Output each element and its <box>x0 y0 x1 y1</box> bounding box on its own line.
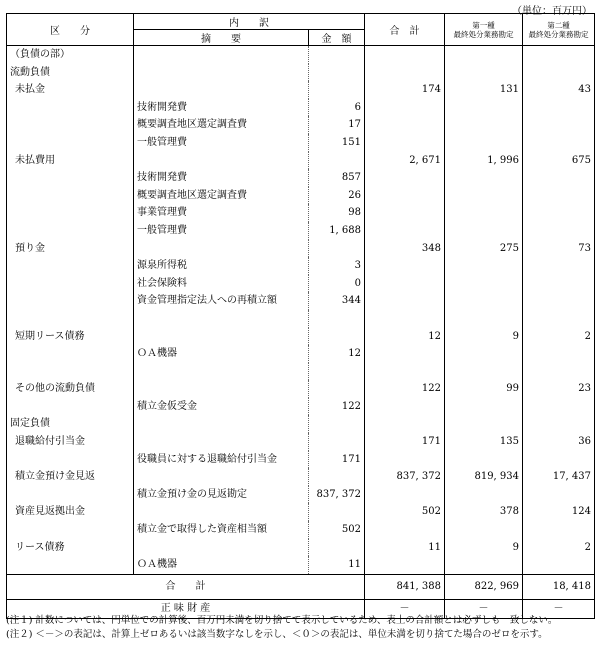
table-row <box>7 539 595 557</box>
total-cell <box>365 415 445 433</box>
first-cell <box>445 257 523 275</box>
table-row <box>7 116 595 134</box>
amount-cell <box>309 64 365 82</box>
first-cell <box>445 363 523 381</box>
summary-cell: 役職員に対する退職給付引当金 <box>134 451 309 469</box>
first-cell <box>445 169 523 187</box>
first-cell <box>445 398 523 416</box>
amount-cell <box>309 468 365 486</box>
second-cell <box>523 363 595 381</box>
second-cell: 675 <box>523 152 595 170</box>
second-cell <box>523 257 595 275</box>
table-row <box>7 380 595 398</box>
table-row <box>7 222 595 240</box>
total-first: 822, 969 <box>445 574 523 599</box>
first-cell <box>445 292 523 310</box>
summary-cell <box>134 328 309 346</box>
table-row <box>7 64 595 82</box>
second-cell <box>523 187 595 205</box>
category-cell: 固定負債 <box>7 415 134 433</box>
summary-cell <box>134 46 309 64</box>
total-cell <box>365 187 445 205</box>
total-cell: 12 <box>365 328 445 346</box>
first-cell <box>445 99 523 117</box>
first-cell <box>445 521 523 539</box>
header-amount: 金 額 <box>309 30 365 46</box>
first-cell <box>445 415 523 433</box>
total-cell <box>365 451 445 469</box>
total-cell <box>365 486 445 504</box>
table-row <box>7 240 595 258</box>
header-second: 第二種 最終処分業務勘定 <box>523 14 595 46</box>
net-second: － <box>523 599 595 618</box>
second-cell: 2 <box>523 539 595 557</box>
amount-cell: 171 <box>309 451 365 469</box>
amount-cell: 98 <box>309 204 365 222</box>
net-total: － <box>365 599 445 618</box>
second-cell <box>523 521 595 539</box>
amount-cell: 502 <box>309 521 365 539</box>
total-cell: 174 <box>365 81 445 99</box>
category-cell: 未払費用 <box>7 152 134 170</box>
summary-cell <box>134 539 309 557</box>
second-cell <box>523 310 595 328</box>
total-cell <box>365 310 445 328</box>
total-cell <box>365 99 445 117</box>
second-cell <box>523 451 595 469</box>
second-cell <box>523 64 595 82</box>
table-row <box>7 486 595 504</box>
category-cell <box>7 169 134 187</box>
table-row <box>7 451 595 469</box>
summary-cell: ＯＡ機器 <box>134 345 309 363</box>
second-cell <box>523 46 595 64</box>
category-cell: 短期リース債務 <box>7 328 134 346</box>
summary-cell <box>134 503 309 521</box>
category-cell <box>7 486 134 504</box>
notes <box>6 614 557 642</box>
total-label: 合 計 <box>7 574 365 599</box>
first-cell <box>445 204 523 222</box>
net-first: － <box>445 599 523 618</box>
note-2: (注２) ＜－＞の表記は、計算上ゼロあるいは該当数字なしを示し、＜０＞の表記は、単位未満を切り捨てた場合のゼロを示す。 <box>6 629 548 640</box>
first-cell <box>445 451 523 469</box>
first-cell <box>445 116 523 134</box>
summary-cell <box>134 240 309 258</box>
first-cell: 9 <box>445 539 523 557</box>
summary-cell <box>134 468 309 486</box>
category-cell <box>7 275 134 293</box>
second-cell: 2 <box>523 328 595 346</box>
table-row <box>7 134 595 152</box>
first-cell: 378 <box>445 503 523 521</box>
total-cell: 11 <box>365 539 445 557</box>
amount-cell <box>309 81 365 99</box>
summary-cell: 源泉所得税 <box>134 257 309 275</box>
second-cell <box>523 556 595 574</box>
table-row <box>7 363 595 381</box>
category-cell <box>7 116 134 134</box>
first-cell <box>445 275 523 293</box>
category-cell <box>7 398 134 416</box>
amount-cell <box>309 415 365 433</box>
first-cell <box>445 222 523 240</box>
first-cell: 1, 996 <box>445 152 523 170</box>
total-cell <box>365 64 445 82</box>
amount-cell <box>309 46 365 64</box>
amount-cell: 151 <box>309 134 365 152</box>
total-cell <box>365 556 445 574</box>
amount-cell: 122 <box>309 398 365 416</box>
category-cell <box>7 257 134 275</box>
table-row <box>7 521 595 539</box>
amount-cell: 17 <box>309 116 365 134</box>
amount-cell <box>309 539 365 557</box>
first-cell <box>445 187 523 205</box>
amount-cell: 837, 372 <box>309 486 365 504</box>
second-cell <box>523 99 595 117</box>
first-cell: 131 <box>445 81 523 99</box>
table-row <box>7 503 595 521</box>
amount-cell <box>309 310 365 328</box>
amount-cell: 344 <box>309 292 365 310</box>
summary-cell: 概要調査地区選定調査費 <box>134 116 309 134</box>
table-row <box>7 169 595 187</box>
summary-cell <box>134 380 309 398</box>
amount-cell: 26 <box>309 187 365 205</box>
second-cell: 36 <box>523 433 595 451</box>
second-cell <box>523 134 595 152</box>
summary-cell: 資金管理指定法人への再積立額 <box>134 292 309 310</box>
category-cell: 未払金 <box>7 81 134 99</box>
table-row <box>7 415 595 433</box>
total-cell <box>365 204 445 222</box>
summary-cell: 一般管理費 <box>134 222 309 240</box>
first-cell: 9 <box>445 328 523 346</box>
amount-cell: 3 <box>309 257 365 275</box>
summary-cell: 技術開発費 <box>134 99 309 117</box>
first-cell <box>445 46 523 64</box>
amount-cell <box>309 363 365 381</box>
summary-cell: 一般管理費 <box>134 134 309 152</box>
second-cell <box>523 222 595 240</box>
first-cell: 99 <box>445 380 523 398</box>
second-cell <box>523 204 595 222</box>
second-cell: 23 <box>523 380 595 398</box>
second-cell <box>523 169 595 187</box>
summary-cell <box>134 152 309 170</box>
summary-cell: 事業管理費 <box>134 204 309 222</box>
amount-cell: 6 <box>309 99 365 117</box>
category-cell <box>7 187 134 205</box>
header-category: 区 分 <box>7 14 134 46</box>
second-cell <box>523 398 595 416</box>
first-cell <box>445 64 523 82</box>
amount-cell: 12 <box>309 345 365 363</box>
category-cell <box>7 556 134 574</box>
category-cell: 退職給付引当金 <box>7 433 134 451</box>
second-cell: 73 <box>523 240 595 258</box>
header-total: 合 計 <box>365 14 445 46</box>
liabilities-table <box>6 13 595 619</box>
summary-cell <box>134 64 309 82</box>
second-cell <box>523 116 595 134</box>
second-cell <box>523 345 595 363</box>
category-cell <box>7 310 134 328</box>
first-cell <box>445 486 523 504</box>
category-cell: （負債の部） <box>7 46 134 64</box>
note-1: (注１) 計数については、円単位での計算後、百万円未満を切り捨てて表示しているため、表上の合計額とは必ずしも一致しない。 <box>6 615 558 626</box>
summary-cell <box>134 310 309 328</box>
total-cell <box>365 46 445 64</box>
table-row <box>7 398 595 416</box>
amount-cell <box>309 503 365 521</box>
category-cell <box>7 345 134 363</box>
summary-cell: 積立金で取得した資産相当額 <box>134 521 309 539</box>
total-cell <box>365 257 445 275</box>
first-cell: 275 <box>445 240 523 258</box>
category-cell <box>7 134 134 152</box>
net-assets-label: 正 味 財 産 <box>7 599 365 618</box>
table-row <box>7 187 595 205</box>
summary-cell: 概要調査地区選定調査費 <box>134 187 309 205</box>
total-cell <box>365 222 445 240</box>
total-second: 18, 418 <box>523 574 595 599</box>
amount-cell: 1, 688 <box>309 222 365 240</box>
summary-cell: 社会保険料 <box>134 275 309 293</box>
total-cell: 837, 372 <box>365 468 445 486</box>
summary-cell: 技術開発費 <box>134 169 309 187</box>
total-cell <box>365 398 445 416</box>
total-cell <box>365 363 445 381</box>
summary-cell <box>134 415 309 433</box>
table-row <box>7 99 595 117</box>
amount-cell: 11 <box>309 556 365 574</box>
category-cell <box>7 451 134 469</box>
second-cell: 17, 437 <box>523 468 595 486</box>
category-cell: 預り金 <box>7 240 134 258</box>
total-cell: 171 <box>365 433 445 451</box>
first-cell: 819, 934 <box>445 468 523 486</box>
category-cell: 積立金預け金見返 <box>7 468 134 486</box>
summary-cell <box>134 433 309 451</box>
category-cell <box>7 99 134 117</box>
total-cell <box>365 521 445 539</box>
table-row <box>7 328 595 346</box>
amount-cell <box>309 380 365 398</box>
second-cell: 124 <box>523 503 595 521</box>
total-row <box>7 574 595 599</box>
total-cell: 2, 671 <box>365 152 445 170</box>
unit-label: （単位：百万円） <box>512 6 592 17</box>
table-row <box>7 468 595 486</box>
total-cell: 122 <box>365 380 445 398</box>
category-cell <box>7 363 134 381</box>
summary-cell: ＯＡ機器 <box>134 556 309 574</box>
table-row <box>7 310 595 328</box>
second-cell <box>523 275 595 293</box>
amount-cell <box>309 433 365 451</box>
table-row <box>7 556 595 574</box>
total-cell <box>365 275 445 293</box>
total-cell <box>365 345 445 363</box>
first-cell <box>445 134 523 152</box>
category-cell: 流動負債 <box>7 64 134 82</box>
second-cell: 43 <box>523 81 595 99</box>
summary-cell <box>134 81 309 99</box>
total-cell <box>365 292 445 310</box>
table-row <box>7 345 595 363</box>
amount-cell <box>309 152 365 170</box>
amount-cell <box>309 328 365 346</box>
total-cell <box>365 116 445 134</box>
summary-cell: 積立金仮受金 <box>134 398 309 416</box>
table-row <box>7 433 595 451</box>
amount-cell: 857 <box>309 169 365 187</box>
category-cell: 資産見返拠出金 <box>7 503 134 521</box>
second-cell <box>523 292 595 310</box>
header-breakdown: 内 訳 <box>134 14 365 30</box>
second-cell <box>523 415 595 433</box>
total-cell <box>365 169 445 187</box>
first-cell <box>445 345 523 363</box>
total-cell: 348 <box>365 240 445 258</box>
total-cell <box>365 134 445 152</box>
amount-cell <box>309 240 365 258</box>
total-sum: 841, 388 <box>365 574 445 599</box>
category-cell: その他の流動負債 <box>7 380 134 398</box>
table-row <box>7 257 595 275</box>
table-row <box>7 275 595 293</box>
first-cell <box>445 556 523 574</box>
header-summary: 摘 要 <box>134 30 309 46</box>
category-cell <box>7 521 134 539</box>
table-row <box>7 46 595 64</box>
category-cell: リース債務 <box>7 539 134 557</box>
second-cell <box>523 486 595 504</box>
amount-cell: 0 <box>309 275 365 293</box>
table-row <box>7 152 595 170</box>
table-row <box>7 204 595 222</box>
header-first: 第一種 最終処分業務勘定 <box>445 14 523 46</box>
summary-cell <box>134 363 309 381</box>
first-cell: 135 <box>445 433 523 451</box>
summary-cell: 積立金預け金の見返勘定 <box>134 486 309 504</box>
table-row <box>7 81 595 99</box>
total-cell: 502 <box>365 503 445 521</box>
category-cell <box>7 292 134 310</box>
category-cell <box>7 222 134 240</box>
category-cell <box>7 204 134 222</box>
first-cell <box>445 310 523 328</box>
table-row <box>7 292 595 310</box>
